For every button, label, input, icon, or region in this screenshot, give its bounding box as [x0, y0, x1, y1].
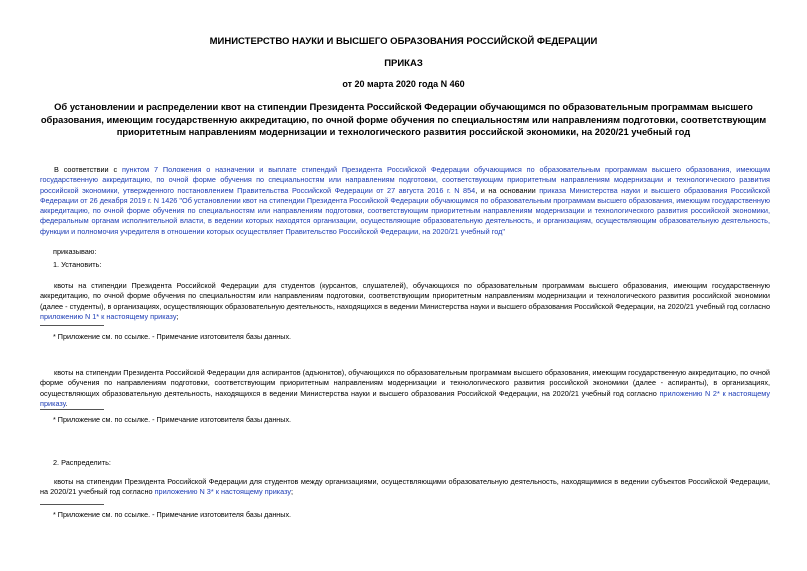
preamble-text-1: В соответствии с [54, 165, 122, 174]
quota-distribute-text: квоты на стипендии Президента Российской Федерации для студентов между организациями, осуществляющими образовательную деятельность, находящимися в ведении субъектов Российской Федерации, на 2020/21 учебный год согласно [40, 477, 770, 497]
item-2-heading: 2. Распределить: [53, 458, 111, 467]
footnote-divider [40, 409, 104, 410]
preamble-text-2: , и на основании [475, 185, 540, 195]
order-title: Об установлении и распределении квот на стипендии Президента Российской Федерации обучающимся по образовательным программам высшего образования, имеющим государственную аккредитацию, по очной форме обучения по специальностям или направлениям подготовки, соответствующим приоритетным направлениям модернизации и технологического развития российской экономики, на 2020/21 учебный год [40, 101, 767, 137]
preamble-link-order-1426[interactable]: приказа Министерства науки и высшего образования Российской Федерации от 26 декабря 2019 г. N 1426 "Об установлении квот на стипендии Президента Российской Федерации обучающимся по образовательным программам высшего образования, имеющим государственную аккредитацию, по очной форме обучения по специальностям или направлениям подготовки, соответствующим приоритетным направлениям модернизации и технологического развития российской экономики, федеральным органам исполнительной власти, в ведении которых находятся организации, осуществляющие образовательную деятельность, и организациям, осуществляющим образовательную деятельность, функции и полномочия учредителя в отношении которых осуществляет Правительство Российской Федерации, на 2020/21 учебный год" [40, 185, 771, 236]
appendix-1-link[interactable]: приложению N 1* к настоящему приказу [40, 311, 177, 321]
quota-distribute-end: ; [291, 487, 294, 497]
quota-students-end: ; [176, 311, 179, 321]
footnote-appendix-1: * Приложение см. по ссылке. - Примечание изготовителя базы данных. [53, 332, 292, 341]
date-number-heading: от 20 марта 2020 года N 460 [342, 79, 465, 89]
footnote-appendix-3: * Приложение см. по ссылке. - Примечание изготовителя базы данных. [53, 510, 292, 519]
preamble-link-regulation[interactable]: пунктом 7 Положения о назначении и выплате стипендий Президента Российской Федерации обучающимся по образовательным программам высшего образования, имеющим государственную аккредитацию, по очной форме обучения по специальностям или направлениям подготовки, соответствующим приоритетным направлениям модернизации и технологического развития российской экономики, утвержденного постановлением Правительства Российской Федерации от 27 августа 2016 г. N 854 [40, 165, 770, 195]
ministry-heading: МИНИСТЕРСТВО НАУКИ И ВЫСШЕГО ОБРАЗОВАНИЯ РОССИЙСКОЙ ФЕДЕРАЦИИ [209, 36, 598, 47]
footnote-appendix-2: * Приложение см. по ссылке. - Примечание изготовителя базы данных. [53, 415, 292, 424]
quota-students-text: квоты на стипендии Президента Российской Федерации для студентов (курсантов, слушателей), обучающихся по образовательным программам высшего образования, имеющим государственную аккредитацию, по очной форме обучения по специальностям или направлениям подготовки, соответствующим приоритетным направлениям модернизации и технологического развития российской экономики (далее - студенты), в организациях, осуществляющих образовательную деятельность, находящихся в ведении Министерства науки и высшего образования Российской Федерации, на 2020/21 учебный год согласно [40, 281, 770, 311]
order-word: приказываю: [53, 247, 97, 256]
footnote-divider [40, 504, 104, 505]
quota-distribute-paragraph [40, 477, 770, 498]
appendix-3-link[interactable]: приложению N 3* к настоящему приказу [154, 487, 292, 497]
appendix-2-link[interactable]: приложению N 2* к настоящему приказу [40, 388, 771, 408]
quota-postgrads-end: . [65, 398, 68, 408]
footnote-divider [40, 325, 104, 326]
item-1-heading: 1. Установить: [53, 260, 102, 269]
quota-postgrads-text: квоты на стипендии Президента Российской Федерации для аспирантов (адъюнктов), обучающихся по образовательным программам высшего образования, имеющим государственную аккредитацию, по очной форме обучения по направлениям подготовки, соответствующим приоритетным направлениям модернизации и технологического развития российской экономики (далее - аспиранты), в организациях, осуществляющих образовательную деятельность, находящихся в ведении Министерства науки и высшего образования Российской Федерации, на 2020/21 учебный год согласно [40, 368, 770, 398]
quota-students-paragraph [40, 281, 770, 322]
preamble-paragraph [40, 165, 770, 237]
document-type-heading: ПРИКАЗ [384, 58, 423, 69]
quota-postgrads-paragraph [40, 368, 770, 409]
